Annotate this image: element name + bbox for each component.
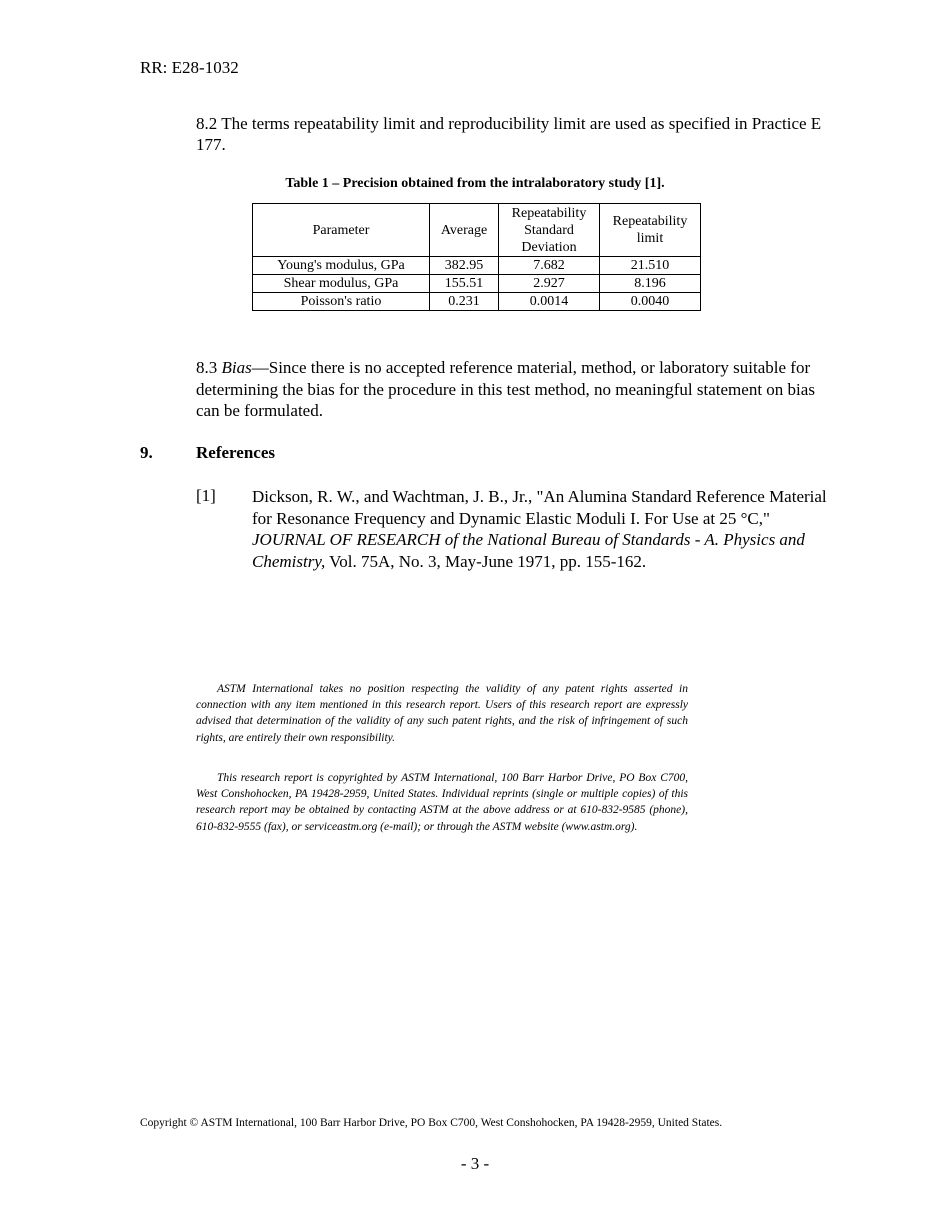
bias-term: Bias (221, 358, 252, 377)
table-cell: 21.510 (600, 257, 701, 275)
copyright-notice: This research report is copyrighted by ASTM International, 100 Barr Harbor Drive, PO Box C700, West Conshohocken, PA 19428-2959, United States. Individual reprints (single or multiple copies) of this research report may be obtained by contacting ASTM at the above address or at 610-832-9585 (phone), 610-832-9555 (fax), or serviceastm.org (e-mail); or through the ASTM website (www.astm.org). (196, 772, 688, 833)
table-cell: 8.196 (600, 275, 701, 293)
section-8-3-paragraph (196, 357, 826, 422)
table-cell: 2.927 (499, 275, 600, 293)
column-header-repeatability-sd: Repeatability Standard Deviation (499, 204, 600, 257)
section-9-title: References (196, 443, 275, 462)
table-cell: Shear modulus, GPa (253, 275, 430, 293)
column-header-parameter: Parameter (253, 204, 430, 257)
table-cell: 0.231 (430, 293, 499, 311)
table-cell: 7.682 (499, 257, 600, 275)
table-row (253, 275, 701, 293)
section-8-3-text: —Since there is no accepted reference material, method, or laboratory suitable for determining the bias for the procedure in this test method, no meaningful statement on bias can be formulated. (196, 358, 815, 420)
footer-copyright: Copyright © ASTM International, 100 Barr Harbor Drive, PO Box C700, West Conshohocken, PA 19428-2959, United States. (140, 1117, 723, 1129)
section-9-number: 9. (140, 443, 153, 462)
table-row (253, 257, 701, 275)
column-header-repeatability-limit: Repeatability limit (600, 204, 701, 257)
section-8-3-prefix: 8.3 (196, 358, 222, 377)
table-cell: 0.0040 (600, 293, 701, 311)
table-cell: 0.0014 (499, 293, 600, 311)
table-cell: 382.95 (430, 257, 499, 275)
report-id: RR: E28-1032 (140, 58, 239, 77)
reference-1-journal: JOURNAL OF RESEARCH of the National Bureau of Standards - A. Physics and Chemistry, (252, 530, 805, 571)
page-number: - 3 - (460, 1154, 490, 1173)
section-8-2-paragraph: 8.2 The terms repeatability limit and reproducibility limit are used as specified in Practice E 177. (196, 114, 822, 154)
table-caption: Table 1 – Precision obtained from the intralaboratory study [1]. (285, 176, 665, 191)
column-header-average: Average (430, 204, 499, 257)
table-cell: Young's modulus, GPa (253, 257, 430, 275)
table-header-row (253, 204, 701, 257)
reference-1-label: [1] (196, 486, 216, 505)
reference-1-text (252, 486, 827, 572)
table-cell: Poisson's ratio (253, 293, 430, 311)
reference-1-authors: Dickson, R. W., and Wachtman, J. B., Jr., "An Alumina Standard Reference Material for Resonance Frequency and Dynamic Elastic Moduli I. For Use at 25 °C," (252, 487, 827, 528)
precision-table (252, 203, 701, 311)
reference-1-details: Vol. 75A, No. 3, May-June 1971, pp. 155-162. (325, 551, 647, 571)
table-cell: 155.51 (430, 275, 499, 293)
table-row (253, 293, 701, 311)
patent-notice: ASTM International takes no position respecting the validity of any patent rights asserted in connection with any item mentioned in this research report. Users of this research report are expressly advised that determination of the validity of any such patent rights, and the risk of infringement of such rights, are entirely their own responsibility. (196, 683, 688, 744)
